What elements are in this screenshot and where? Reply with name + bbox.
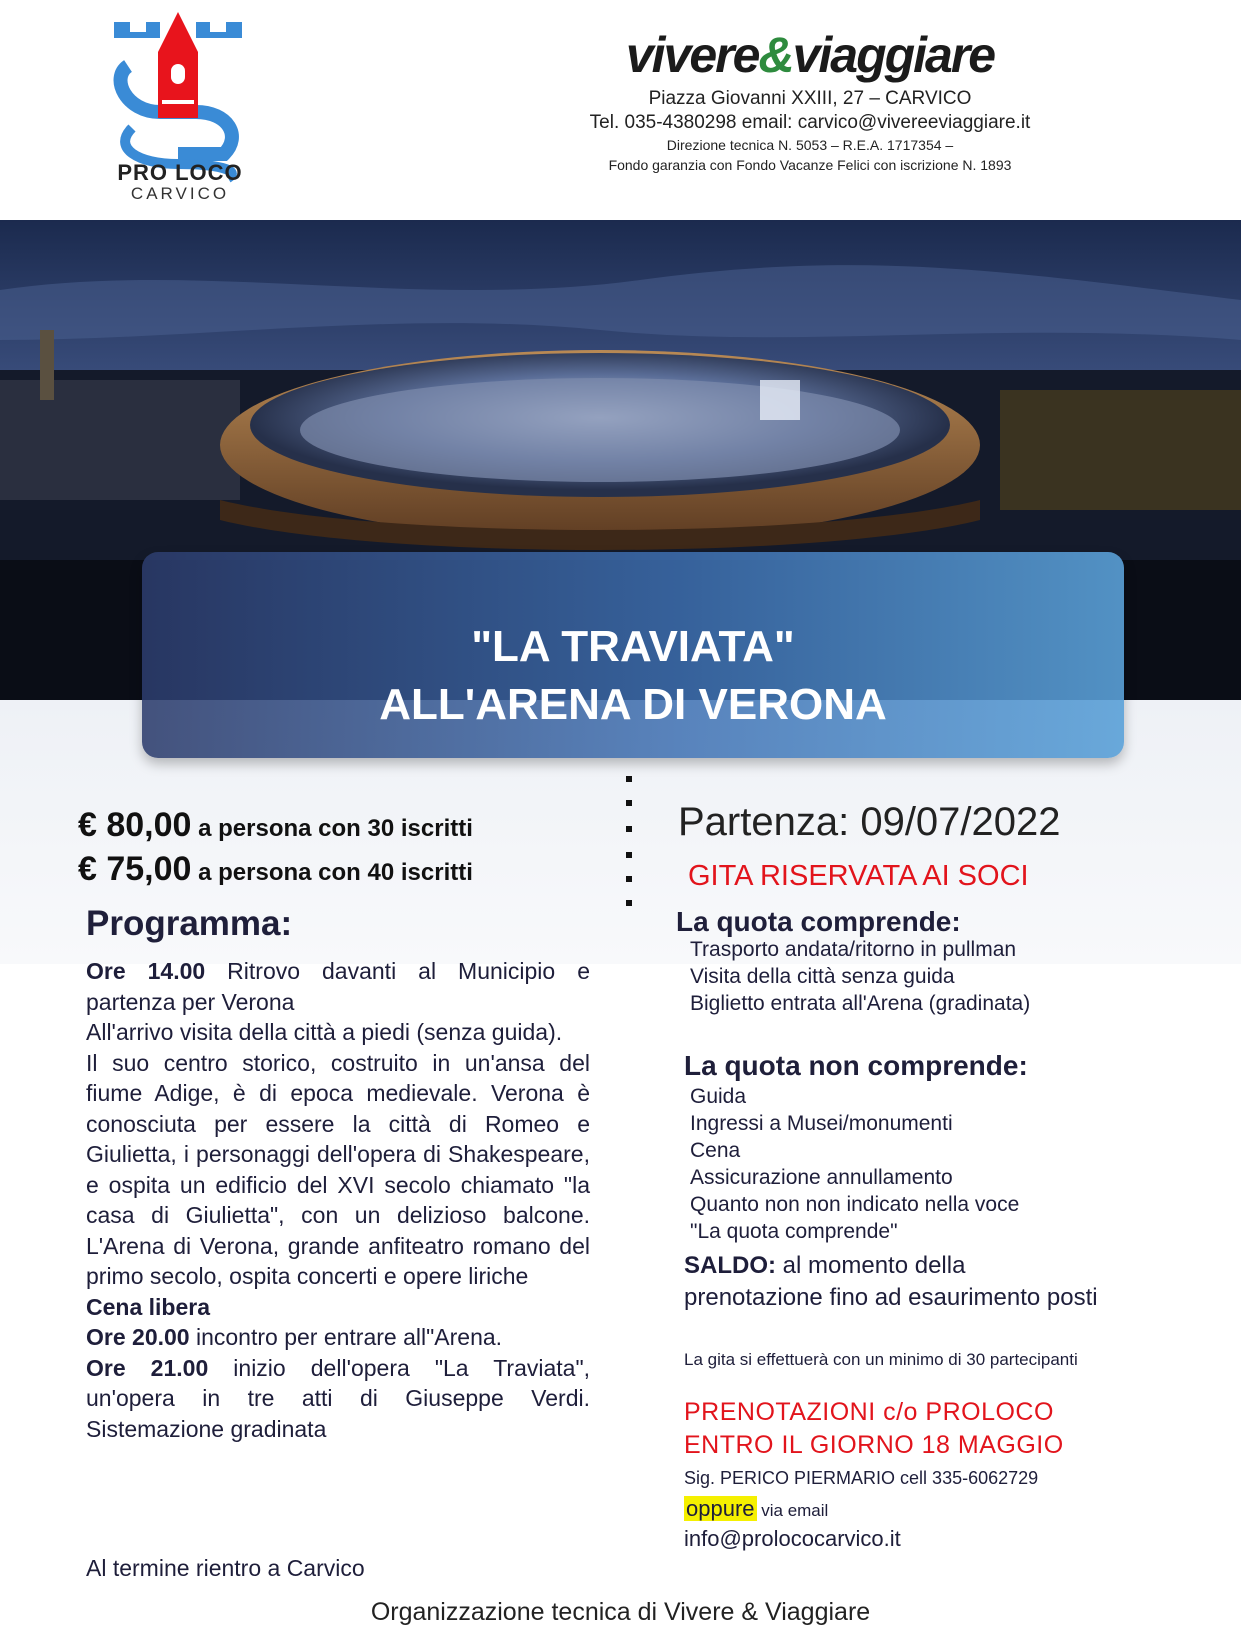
program-time: Ore 20.00: [86, 1324, 190, 1350]
list-item: Trasporto andata/ritorno in pullman: [690, 938, 1017, 961]
price-amount: € 80,00: [78, 806, 192, 844]
agency-fondo: Fondo garanzia con Fondo Vacanze Felici con iscrizione N. 1893: [608, 157, 1012, 173]
program-time: Ore 21.00: [86, 1354, 209, 1381]
brand-logo: [600, 26, 1020, 84]
divider-dot: [626, 776, 632, 782]
payment-terms: [684, 1250, 1104, 1314]
contact-email: info@prolococarvico.it: [684, 1526, 901, 1551]
via-email-label: via email: [756, 1501, 829, 1520]
members-only-notice: GITA RISERVATA AI SOCI: [688, 860, 1029, 892]
event-subtitle: ALL'ARENA DI VERONA: [379, 680, 887, 729]
agency-direzione: Direzione tecnica N. 5053 – R.E.A. 1717354 –: [666, 137, 954, 153]
program-item: Il suo centro storico, costruito in un'ansa del fiume Adige, è di epoca medievale. Verona è conosciuta per essere la città di Romeo e Giulietta, i personaggi dell'opera di Shakespeare, e ospita un edificio del XVI secolo chiamato "la casa di Giulietta", con un delizioso balcone. L'Arena di Verona, grande anfiteatro romano del primo secolo, ospita concerti e opere liriche: [86, 1049, 590, 1289]
list-item: Assicurazione annullamento: [690, 1166, 953, 1189]
list-item: Biglietto entrata all'Arena (gradinata): [690, 992, 1031, 1015]
brand-ampersand: &: [758, 27, 793, 83]
excludes-title: La quota non comprende:: [684, 1050, 1028, 1081]
divider-dot: [626, 900, 632, 906]
oppure-highlight: oppure: [686, 1496, 755, 1521]
list-item: Guida: [690, 1085, 747, 1108]
saldo-text: al momento della prenotazione fino ad esaurimento posti: [684, 1252, 1098, 1311]
booking-deadline: ENTRO IL GIORNO 18 MAGGIO: [684, 1431, 1064, 1459]
includes-title: La quota comprende:: [676, 906, 961, 937]
list-item: "La quota comprende": [690, 1220, 898, 1243]
list-item: Ingressi a Musei/monumenti: [690, 1112, 953, 1135]
program-item: [86, 1353, 590, 1445]
divider-dot: [626, 800, 632, 806]
price-amount: € 75,00: [78, 850, 192, 888]
price-40: [78, 850, 473, 889]
pro-loco-name: PRO LOCO: [117, 160, 243, 185]
program-item: All'arrivo visita della città a piedi (senza guida).: [86, 1019, 563, 1045]
brand-part-1: vivere: [625, 27, 759, 83]
booking-notice: [684, 1396, 1064, 1462]
excludes-list: [690, 1083, 1019, 1245]
program-item: [86, 956, 590, 1017]
brand-part-2: viaggiare: [792, 27, 995, 83]
list-item: Visita della città senza guida: [690, 965, 955, 988]
program-closing: Al termine rientro a Carvico: [86, 1555, 365, 1581]
divider-dot: [626, 876, 632, 882]
alternative-contact: [684, 1496, 828, 1522]
departure-date: Partenza: 09/07/2022: [678, 800, 1061, 844]
price-condition: a persona con 40 iscritti: [191, 859, 473, 886]
saldo-label: SALDO:: [684, 1252, 776, 1279]
list-item: Quanto non non indicato nella voce: [690, 1193, 1020, 1216]
agency-contact: Tel. 035-4380298 email: carvico@vivereeviaggiare.it: [589, 112, 1031, 133]
footer-organizer: Organizzazione tecnica di Vivere & Viaggiare: [370, 1598, 871, 1626]
price-condition: a persona con 30 iscritti: [191, 815, 473, 842]
program-text: Ritrovo davanti al Municipio e partenza per Verona: [86, 958, 590, 1015]
minimum-participants: La gita si effettuerà con un minimo di 30 partecipanti: [684, 1350, 1078, 1369]
program-time: Ore 14.00: [86, 958, 206, 984]
divider-dot: [626, 826, 632, 832]
agency-address: Piazza Giovanni XXIII, 27 – CARVICO: [648, 88, 972, 109]
program-title: Programma:: [86, 904, 293, 943]
event-title: "LA TRAVIATA": [471, 622, 795, 671]
booking-line: PRENOTAZIONI c/o PROLOCO: [684, 1398, 1054, 1426]
list-item: Cena: [690, 1139, 741, 1162]
program-item: [86, 1322, 590, 1353]
includes-list: [690, 936, 1030, 1017]
contact-person: Sig. PERICO PIERMARIO cell 335-6062729: [684, 1468, 1039, 1488]
program-dinner: Cena libera: [86, 1293, 210, 1320]
program-text: incontro per entrare all"Arena.: [189, 1324, 503, 1350]
pro-loco-subtitle: CARVICO: [130, 184, 230, 203]
divider-dot: [626, 852, 632, 858]
price-30: [78, 806, 473, 845]
program-body: [86, 956, 590, 1444]
program-text: inizio dell'opera "La Traviata", un'opera in tre atti di Giuseppe Verdi. Sistemazione gradinata: [86, 1354, 590, 1442]
